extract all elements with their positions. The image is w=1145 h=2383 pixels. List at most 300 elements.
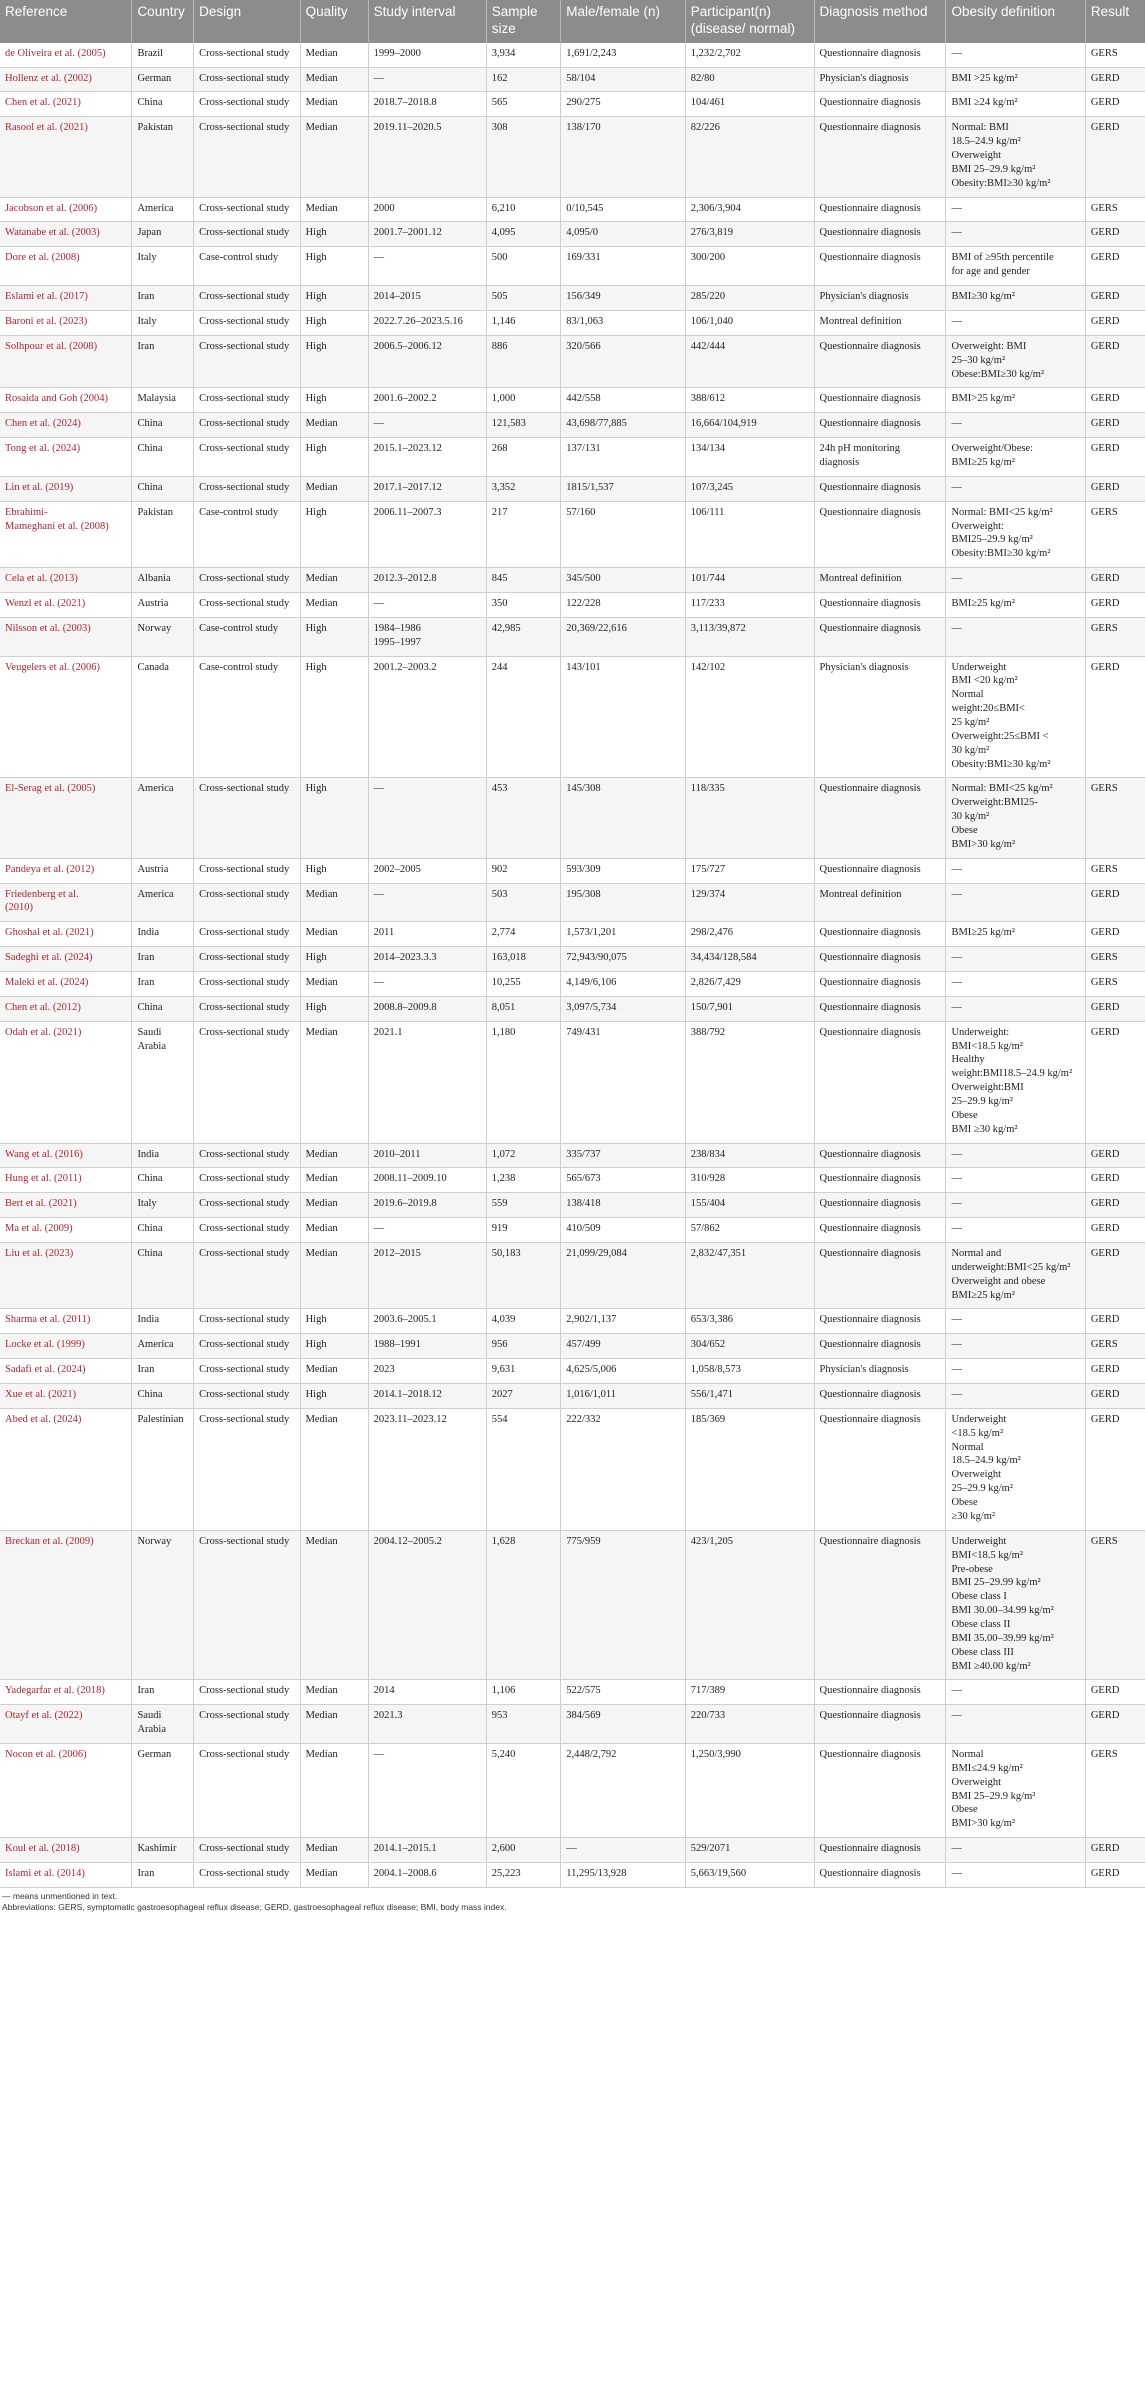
study-interval-cell: 2014.1–2018.12 [368,1384,486,1409]
design-cell: Cross-sectional study [194,1838,300,1863]
sample-size-cell: 886 [486,335,560,388]
design-cell: Cross-sectional study [194,1743,300,1837]
reference-cell[interactable]: Abed et al. (2024) [0,1408,132,1530]
obesity-definition-cell: — [946,222,1085,247]
sample-size-cell: 500 [486,247,560,286]
country-cell: America [132,1334,194,1359]
quality-cell: Median [300,117,368,197]
participant-cell: 107/3,245 [685,476,814,501]
country-cell: Austria [132,858,194,883]
design-cell: Cross-sectional study [194,388,300,413]
sample-size-cell: 9,631 [486,1359,560,1384]
country-cell: Norway [132,617,194,656]
male-female-cell: 2,448/2,792 [561,1743,686,1837]
participant-cell: 106/111 [685,501,814,567]
table-row [0,883,1145,922]
table-row [0,1862,1145,1887]
result-cell: GERD [1085,922,1145,947]
reference-cell[interactable]: Baroni et al. (2023) [0,310,132,335]
table-header [0,0,1145,43]
design-cell: Cross-sectional study [194,1243,300,1309]
reference-cell[interactable]: Watanabe et al. (2003) [0,222,132,247]
result-cell: GERD [1085,1359,1145,1384]
country-cell: China [132,1243,194,1309]
male-female-cell: 410/509 [561,1218,686,1243]
diagnosis-method-cell: Questionnaire diagnosis [814,1680,946,1705]
country-cell: Iran [132,1359,194,1384]
result-cell: GERS [1085,778,1145,858]
participant-cell: 388/612 [685,388,814,413]
obesity-definition-cell: — [946,858,1085,883]
table-row [0,501,1145,567]
sample-size-cell: 956 [486,1334,560,1359]
table-row [0,1021,1145,1143]
participant-cell: 82/226 [685,117,814,197]
design-cell: Cross-sectional study [194,335,300,388]
male-female-cell: 4,149/6,106 [561,972,686,997]
reference-cell[interactable]: Wenzl et al. (2021) [0,592,132,617]
diagnosis-method-cell: Questionnaire diagnosis [814,1168,946,1193]
participant-cell: 2,306/3,904 [685,197,814,222]
male-female-cell: 83/1,063 [561,310,686,335]
sample-size-cell: 1,180 [486,1021,560,1143]
sample-size-cell: 554 [486,1408,560,1530]
reference-cell[interactable]: Eslami et al. (2017) [0,286,132,311]
diagnosis-method-cell: Questionnaire diagnosis [814,1309,946,1334]
design-cell: Cross-sectional study [194,286,300,311]
result-cell: GERD [1085,286,1145,311]
obesity-definition-cell: — [946,1143,1085,1168]
diagnosis-method-cell: Montreal definition [814,568,946,593]
sample-size-cell: 350 [486,592,560,617]
sample-size-cell: 953 [486,1705,560,1744]
country-cell: Iran [132,972,194,997]
table-footnotes [0,1888,1145,1914]
male-female-cell: 4,095/0 [561,222,686,247]
country-cell: America [132,197,194,222]
country-cell: Albania [132,568,194,593]
table-row [0,568,1145,593]
study-interval-cell: 2012.3–2012.8 [368,568,486,593]
result-cell: GERD [1085,67,1145,92]
result-cell: GERD [1085,1193,1145,1218]
diagnosis-method-cell: Questionnaire diagnosis [814,476,946,501]
sample-size-cell: 162 [486,67,560,92]
diagnosis-method-cell: Questionnaire diagnosis [814,1021,946,1143]
reference-cell[interactable]: Otayf et al. (2022) [0,1705,132,1744]
design-cell: Cross-sectional study [194,1862,300,1887]
reference-cell[interactable]: Sharma et al. (2011) [0,1309,132,1334]
reference-cell[interactable]: Tong et al. (2024) [0,438,132,477]
design-cell: Cross-sectional study [194,1384,300,1409]
male-female-cell: 1,016/1,011 [561,1384,686,1409]
design-cell: Cross-sectional study [194,310,300,335]
participant-cell: 717/389 [685,1680,814,1705]
sample-size-cell: 163,018 [486,947,560,972]
result-cell: GERS [1085,1334,1145,1359]
table-row [0,1838,1145,1863]
quality-cell: Median [300,1862,368,1887]
design-cell: Cross-sectional study [194,1021,300,1143]
quality-cell: Median [300,43,368,67]
diagnosis-method-cell: Questionnaire diagnosis [814,1334,946,1359]
sample-size-cell: 503 [486,883,560,922]
reference-cell[interactable]: Locke et al. (1999) [0,1334,132,1359]
male-female-cell: 1,691/2,243 [561,43,686,67]
result-cell: GERD [1085,438,1145,477]
male-female-cell: 122/228 [561,592,686,617]
table-row [0,117,1145,197]
male-female-cell: 4,625/5,006 [561,1359,686,1384]
reference-cell[interactable]: Odah et al. (2021) [0,1021,132,1143]
obesity-definition-cell: Normal and underweight:BMI<25 kg/m² Overweight and obese BMI≥25 kg/m² [946,1243,1085,1309]
design-cell: Cross-sectional study [194,947,300,972]
obesity-definition-cell: Normal: BMI<25 kg/m² Overweight:BMI25- 30 kg/m² Obese BMI>30 kg/m² [946,778,1085,858]
study-interval-cell: 1984–1986 1995–1997 [368,617,486,656]
quality-cell: Median [300,592,368,617]
male-female-cell: 320/566 [561,335,686,388]
reference-cell[interactable]: Nilsson et al. (2003) [0,617,132,656]
male-female-cell: 775/959 [561,1530,686,1680]
design-cell: Cross-sectional study [194,1705,300,1744]
sample-size-cell: 4,039 [486,1309,560,1334]
country-cell: India [132,922,194,947]
quality-cell: Median [300,476,368,501]
result-cell: GERS [1085,43,1145,67]
obesity-definition-cell: — [946,1862,1085,1887]
sample-size-cell: 308 [486,117,560,197]
reference-cell[interactable]: de Oliveira et al. (2005) [0,43,132,67]
quality-cell: Median [300,1705,368,1744]
reference-cell[interactable]: Chen et al. (2024) [0,413,132,438]
sample-size-cell: 2,600 [486,1838,560,1863]
study-interval-cell: 2006.5–2006.12 [368,335,486,388]
study-interval-cell: 2004.1–2008.6 [368,1862,486,1887]
study-interval-cell: 2008.8–2009.8 [368,996,486,1021]
table-row [0,1168,1145,1193]
male-female-cell: 1,573/1,201 [561,922,686,947]
diagnosis-method-cell: Questionnaire diagnosis [814,247,946,286]
table-row [0,222,1145,247]
study-interval-cell: — [368,778,486,858]
study-interval-cell: — [368,1218,486,1243]
study-interval-cell: 2023 [368,1359,486,1384]
diagnosis-method-cell: Questionnaire diagnosis [814,1408,946,1530]
header-design: Design [194,0,300,43]
quality-cell: Median [300,568,368,593]
design-cell: Cross-sectional study [194,117,300,197]
diagnosis-method-cell: Questionnaire diagnosis [814,947,946,972]
diagnosis-method-cell: Questionnaire diagnosis [814,388,946,413]
design-cell: Cross-sectional study [194,1334,300,1359]
reference-cell[interactable]: Liu et al. (2023) [0,1243,132,1309]
reference-cell[interactable]: Nocon et al. (2006) [0,1743,132,1837]
reference-cell[interactable]: Jacobson et al. (2006) [0,197,132,222]
participant-cell: 104/461 [685,92,814,117]
reference-cell[interactable]: Veugelers et al. (2006) [0,656,132,778]
study-interval-cell: — [368,67,486,92]
result-cell: GERD [1085,388,1145,413]
table-row [0,1680,1145,1705]
result-cell: GERS [1085,972,1145,997]
reference-cell[interactable]: Pandeya et al. (2012) [0,858,132,883]
design-cell: Cross-sectional study [194,858,300,883]
participant-cell: 129/374 [685,883,814,922]
country-cell: China [132,92,194,117]
result-cell: GERD [1085,1021,1145,1143]
sample-size-cell: 902 [486,858,560,883]
country-cell: Iran [132,335,194,388]
quality-cell: High [300,222,368,247]
result-cell: GERS [1085,617,1145,656]
study-interval-cell: 2011 [368,922,486,947]
table-body [0,43,1145,1888]
participant-cell: 150/7,901 [685,996,814,1021]
header-result: Result [1085,0,1145,43]
result-cell: GERD [1085,996,1145,1021]
obesity-definition-cell: — [946,413,1085,438]
country-cell: Malaysia [132,388,194,413]
table-row [0,286,1145,311]
design-cell: Cross-sectional study [194,476,300,501]
quality-cell: Median [300,972,368,997]
result-cell: GERD [1085,222,1145,247]
country-cell: Japan [132,222,194,247]
obesity-definition-cell: BMI>25 kg/m² [946,388,1085,413]
study-interval-cell: 2006.11–2007.3 [368,501,486,567]
design-cell: Cross-sectional study [194,922,300,947]
reference-cell[interactable]: Xue et al. (2021) [0,1384,132,1409]
design-cell: Cross-sectional study [194,92,300,117]
obesity-definition-cell: Normal: BMI 18.5–24.9 kg/m² Overweight BMI 25–29.9 kg/m² Obesity:BMI≥30 kg/m² [946,117,1085,197]
quality-cell: Median [300,1143,368,1168]
male-female-cell: 1815/1,537 [561,476,686,501]
study-interval-cell: 2015.1–2023.12 [368,438,486,477]
reference-cell[interactable]: Sadafi et al. (2024) [0,1359,132,1384]
country-cell: Palestinian [132,1408,194,1530]
obesity-definition-cell: — [946,476,1085,501]
result-cell: GERS [1085,197,1145,222]
obesity-definition-cell: BMI≥25 kg/m² [946,922,1085,947]
participant-cell: 300/200 [685,247,814,286]
obesity-definition-cell: BMI >25 kg/m² [946,67,1085,92]
sample-size-cell: 505 [486,286,560,311]
reference-cell[interactable]: Bert et al. (2021) [0,1193,132,1218]
table-row [0,1143,1145,1168]
sample-size-cell: 244 [486,656,560,778]
design-cell: Case-control study [194,247,300,286]
diagnosis-method-cell: Questionnaire diagnosis [814,1862,946,1887]
male-female-cell: 335/737 [561,1143,686,1168]
study-interval-cell: 2001.6–2002.2 [368,388,486,413]
quality-cell: Median [300,67,368,92]
sample-size-cell: 42,985 [486,617,560,656]
study-interval-cell: 2003.6–2005.1 [368,1309,486,1334]
participant-cell: 57/862 [685,1218,814,1243]
diagnosis-method-cell: Questionnaire diagnosis [814,1243,946,1309]
quality-cell: High [300,947,368,972]
country-cell: Saudi Arabia [132,1021,194,1143]
study-interval-cell: 2018.7–2018.8 [368,92,486,117]
header-country: Country [132,0,194,43]
design-cell: Cross-sectional study [194,568,300,593]
country-cell: India [132,1309,194,1334]
header-male-female: Male/female (n) [561,0,686,43]
reference-cell[interactable]: Chen et al. (2012) [0,996,132,1021]
reference-cell[interactable]: Ebrahimi- Mameghani et al. (2008) [0,501,132,567]
result-cell: GERD [1085,1408,1145,1530]
country-cell: German [132,1743,194,1837]
result-cell: GERD [1085,656,1145,778]
country-cell: Pakistan [132,501,194,567]
reference-cell[interactable]: Friedenberg et al. (2010) [0,883,132,922]
study-interval-cell: 1999–2000 [368,43,486,67]
reference-cell[interactable]: Maleki et al. (2024) [0,972,132,997]
reference-cell[interactable]: Lin et al. (2019) [0,476,132,501]
diagnosis-method-cell: Questionnaire diagnosis [814,117,946,197]
diagnosis-method-cell: Physician's diagnosis [814,67,946,92]
obesity-definition-cell: Normal: BMI<25 kg/m² Overweight: BMI25–29.9 kg/m² Obesity:BMI≥30 kg/m² [946,501,1085,567]
obesity-definition-cell: — [946,1168,1085,1193]
result-cell: GERD [1085,1168,1145,1193]
quality-cell: Median [300,1168,368,1193]
table-row [0,1705,1145,1744]
reference-cell[interactable]: Wang et al. (2016) [0,1143,132,1168]
study-interval-cell: 2002–2005 [368,858,486,883]
sample-size-cell: 565 [486,92,560,117]
quality-cell: High [300,1334,368,1359]
participant-cell: 2,826/7,429 [685,972,814,997]
quality-cell: High [300,617,368,656]
header-obesity-definition: Obesity definition [946,0,1085,43]
table-row [0,247,1145,286]
diagnosis-method-cell: Questionnaire diagnosis [814,858,946,883]
reference-cell[interactable]: Yadegarfar et al. (2018) [0,1680,132,1705]
diagnosis-method-cell: Questionnaire diagnosis [814,1384,946,1409]
male-female-cell: 20,369/22,616 [561,617,686,656]
result-cell: GERD [1085,310,1145,335]
participant-cell: 118/335 [685,778,814,858]
reference-cell[interactable]: Solhpour et al. (2008) [0,335,132,388]
obesity-definition-cell: — [946,197,1085,222]
sample-size-cell: 2,774 [486,922,560,947]
reference-cell[interactable]: Rasool et al. (2021) [0,117,132,197]
result-cell: GERD [1085,568,1145,593]
table-row [0,858,1145,883]
participant-cell: 2,832/47,351 [685,1243,814,1309]
male-female-cell: 58/104 [561,67,686,92]
reference-cell[interactable]: Chen et al. (2021) [0,92,132,117]
table-row [0,922,1145,947]
table-row [0,1218,1145,1243]
sample-size-cell: 1,628 [486,1530,560,1680]
country-cell: China [132,1384,194,1409]
participant-cell: 298/2,476 [685,922,814,947]
quality-cell: Median [300,413,368,438]
obesity-definition-cell: — [946,996,1085,1021]
reference-cell[interactable]: Islami et al. (2014) [0,1862,132,1887]
participant-cell: 82/80 [685,67,814,92]
sample-size-cell: 4,095 [486,222,560,247]
obesity-definition-cell: — [946,972,1085,997]
diagnosis-method-cell: Questionnaire diagnosis [814,996,946,1021]
male-female-cell: 384/569 [561,1705,686,1744]
obesity-definition-cell: Normal BMI≤24.9 kg/m² Overweight BMI 25–29.9 kg/m² Obese BMI>30 kg/m² [946,1743,1085,1837]
study-interval-cell: 2021.3 [368,1705,486,1744]
reference-cell[interactable]: Hollenz et al. (2002) [0,67,132,92]
male-female-cell: — [561,1838,686,1863]
participant-cell: 106/1,040 [685,310,814,335]
obesity-definition-cell: BMI≥25 kg/m² [946,592,1085,617]
sample-size-cell: 919 [486,1218,560,1243]
result-cell: GERD [1085,476,1145,501]
male-female-cell: 137/131 [561,438,686,477]
reference-cell[interactable]: Hung et al. (2011) [0,1168,132,1193]
country-cell: Saudi Arabia [132,1705,194,1744]
sample-size-cell: 8,051 [486,996,560,1021]
reference-cell[interactable]: Sadeghi et al. (2024) [0,947,132,972]
study-interval-cell: 2001.7–2001.12 [368,222,486,247]
quality-cell: Median [300,1838,368,1863]
reference-cell[interactable]: Ghoshal et al. (2021) [0,922,132,947]
sample-size-cell: 10,255 [486,972,560,997]
table-row [0,67,1145,92]
reference-cell[interactable]: Ma et al. (2009) [0,1218,132,1243]
country-cell: Iran [132,1862,194,1887]
reference-cell[interactable]: Rosaida and Goh (2004) [0,388,132,413]
design-cell: Cross-sectional study [194,222,300,247]
diagnosis-method-cell: Questionnaire diagnosis [814,1743,946,1837]
quality-cell: Median [300,1193,368,1218]
sample-size-cell: 50,183 [486,1243,560,1309]
obesity-definition-cell: — [946,947,1085,972]
quality-cell: Median [300,1021,368,1143]
reference-cell[interactable]: Cela et al. (2013) [0,568,132,593]
diagnosis-method-cell: Questionnaire diagnosis [814,197,946,222]
sample-size-cell: 559 [486,1193,560,1218]
quality-cell: Median [300,922,368,947]
diagnosis-method-cell: Questionnaire diagnosis [814,592,946,617]
design-cell: Cross-sectional study [194,1193,300,1218]
participant-cell: 101/744 [685,568,814,593]
quality-cell: High [300,286,368,311]
study-interval-cell: 2010–2011 [368,1143,486,1168]
design-cell: Cross-sectional study [194,592,300,617]
quality-cell: Median [300,1243,368,1309]
reference-cell[interactable]: Dore et al. (2008) [0,247,132,286]
sample-size-cell: 1,106 [486,1680,560,1705]
participant-cell: 653/3,386 [685,1309,814,1334]
diagnosis-method-cell: Questionnaire diagnosis [814,335,946,388]
reference-cell[interactable]: El-Serag et al. (2005) [0,778,132,858]
study-interval-cell: 2014–2015 [368,286,486,311]
study-interval-cell: — [368,413,486,438]
male-female-cell: 43,698/77,885 [561,413,686,438]
participant-cell: 238/834 [685,1143,814,1168]
result-cell: GERS [1085,501,1145,567]
participant-cell: 220/733 [685,1705,814,1744]
diagnosis-method-cell: Questionnaire diagnosis [814,922,946,947]
table-row [0,778,1145,858]
diagnosis-method-cell: Questionnaire diagnosis [814,92,946,117]
table-row [0,617,1145,656]
male-female-cell: 57/160 [561,501,686,567]
sample-size-cell: 121,583 [486,413,560,438]
design-cell: Cross-sectional study [194,1408,300,1530]
reference-cell[interactable]: Koul et al. (2018) [0,1838,132,1863]
result-cell: GERD [1085,117,1145,197]
reference-cell[interactable]: Breckan et al. (2009) [0,1530,132,1680]
